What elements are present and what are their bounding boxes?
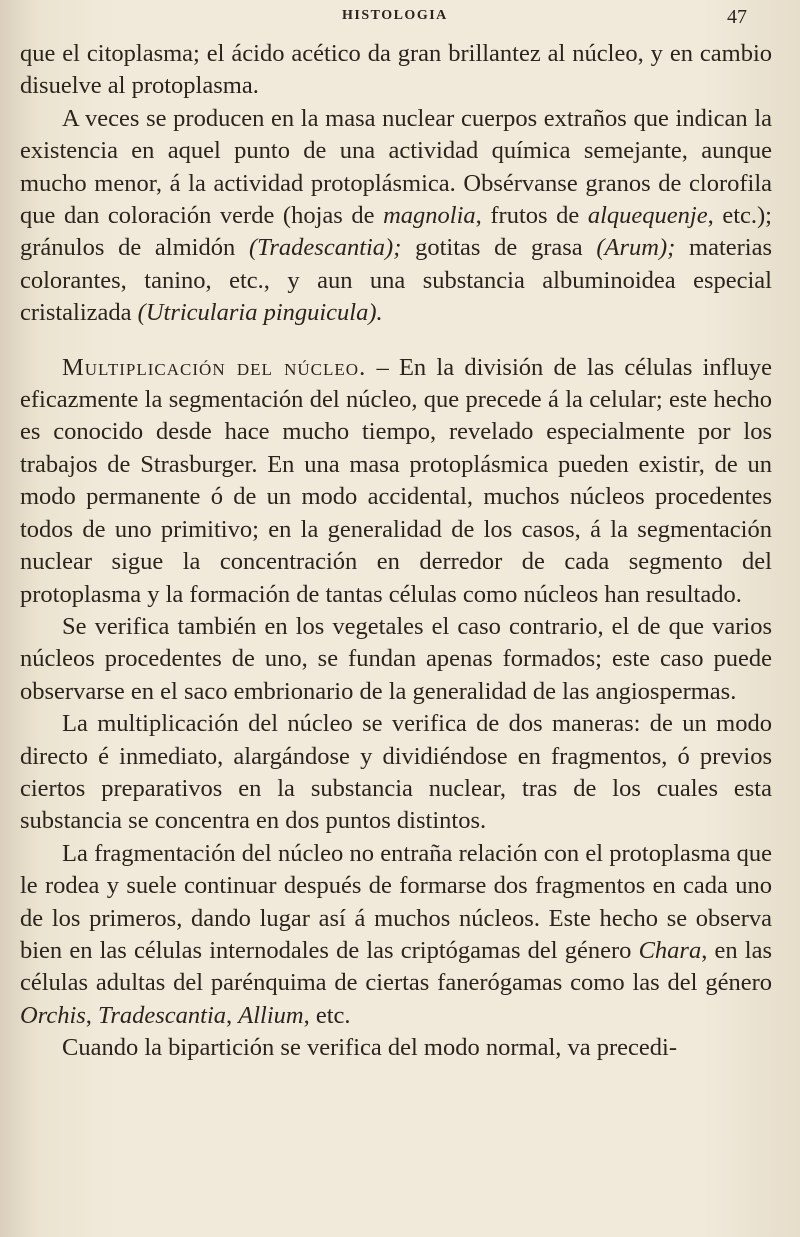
text-run: Cuando la bipartición se verifica del modo normal, va precedi- (62, 1034, 678, 1062)
section-paragraph (20, 352, 772, 611)
text-run: , etc. (303, 1001, 351, 1029)
text-run: gotitas de grasa (401, 234, 597, 262)
body-paragraph (20, 38, 772, 103)
text-run: La fragmentación del núcleo no entraña relación con el protoplasma que le rodea y suele continuar después de formarse dos fragmentos en cada uno de los primeros, dando lugar así á muchos núcleos. Este hecho se observa bien en las células internodales de las criptógamas del género (20, 839, 772, 964)
text-run: que el citoplasma; el ácido acético da gran brillantez al núcleo, y en cambio disuelve al protoplasma. (20, 40, 772, 100)
body-paragraph (20, 103, 772, 330)
body-paragraph (20, 838, 772, 1032)
italic-term: (Tradescantia); (248, 234, 402, 262)
text-run: , (85, 1001, 99, 1029)
italic-term: Chara (638, 936, 702, 964)
body-paragraph (20, 1032, 772, 1064)
italic-term: (Arum); (596, 234, 676, 262)
italic-term: Orchis (20, 1001, 86, 1029)
text-run: Se verifica también en los vegetales el caso contrario, el de que varios núcleos procedentes de uno, se fundan apenas formados; este caso puede observarse en el saco embrionario de la generalidad de las angiospermas. (20, 612, 772, 705)
text-run: A veces se producen en la masa nuclear cuerpos extraños que indican la existencia en aquel punto de una actividad química semejante, aunque mucho menor, á la actividad protoplásmica. Obsérvanse granos de clorofila que dan coloración verde (hojas de (20, 104, 772, 230)
running-head: HISTOLOGIA (342, 8, 448, 23)
text-run: , (226, 1001, 239, 1029)
text-run: materias colorantes, tanino, etc., y aun una substancia albuminoidea especial cristalizada (20, 234, 772, 327)
page-number: 47 (727, 6, 747, 28)
text-run: La multiplicación del núcleo se verifica de dos maneras: de un modo directo é inmediato, alargándose y dividiéndose en fragmentos, ó previos ciertos preparativos en la substancia nuclear, tras de los cuales esta substancia se concentra en dos puntos distintos. (20, 710, 772, 835)
page-header (0, 6, 800, 30)
italic-term: (Utricularia pinguicula). (137, 299, 383, 327)
italic-term: alquequenje (587, 202, 708, 230)
italic-term: Allium (238, 1001, 304, 1029)
italic-term: magnolia (383, 202, 476, 230)
section-heading: Multiplicación del núcleo. (62, 353, 367, 381)
text-run: , en las células adultas del parénquima de ciertas fanerógamas como las del género (20, 936, 772, 997)
body-paragraph (20, 611, 772, 708)
body-paragraph (20, 708, 772, 838)
text-run: , frutos de (475, 202, 588, 230)
text-run: , etc.); gránulos de almidón (20, 202, 772, 262)
text-run: – En la división de las células influye eficazmente la segmentación del núcleo, que precede á la celular; este hecho es conocido desde hace mucho tiempo, revelado especialmente por los trabajos de Strasburger. En una masa protoplásmica pueden existir, de un modo permanente ó de un modo accidental, muchos núcleos procedentes todos de uno primitivo; en la generalidad de los casos, á la segmentación nuclear sigue la concentración en derredor de cada segmento del protoplasma y la formación de tantas células como núcleos han resultado. (20, 353, 772, 608)
page-body (20, 38, 772, 1065)
italic-term: Tradescantia (98, 1001, 227, 1029)
